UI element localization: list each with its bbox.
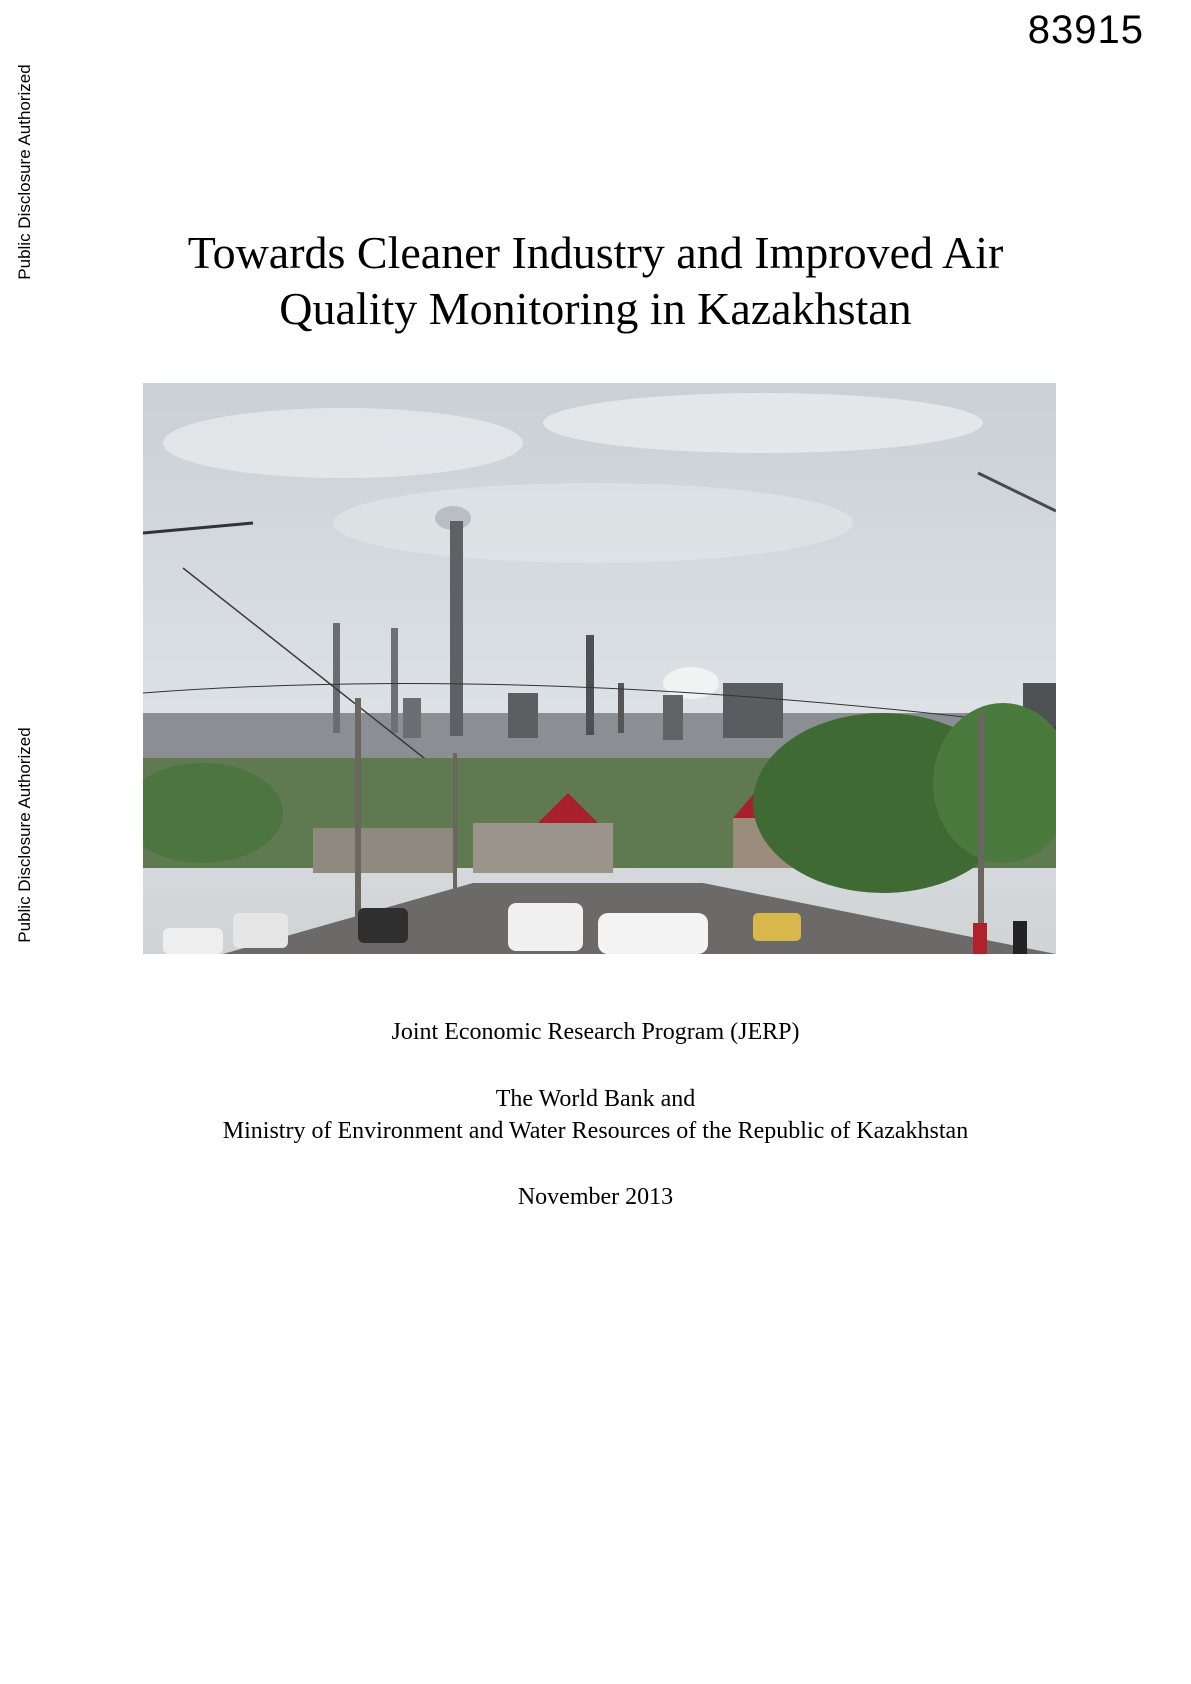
publication-date: November 2013 — [517, 1184, 674, 1210]
disclosure-stamp-text: Public Disclosure Authorized — [15, 64, 34, 280]
report-title-line-2: Quality Monitoring in Kazakhstan — [279, 283, 912, 334]
research-program: Joint Economic Research Program (JERP) — [391, 1019, 800, 1045]
report-title — [0, 225, 1191, 337]
report-title-line-1: Towards Cleaner Industry and Improved Air — [187, 227, 1004, 278]
publishing-organizations — [0, 1083, 1191, 1147]
cover-photo-industrial-city — [143, 383, 1056, 954]
disclosure-stamp-text: Public Disclosure Authorized — [15, 727, 34, 943]
report-number: 83915 — [1027, 8, 1144, 52]
publisher-line-2: Ministry of Environment and Water Resources of the Republic of Kazakhstan — [222, 1118, 969, 1144]
publisher-line-1: The World Bank and — [495, 1086, 696, 1112]
